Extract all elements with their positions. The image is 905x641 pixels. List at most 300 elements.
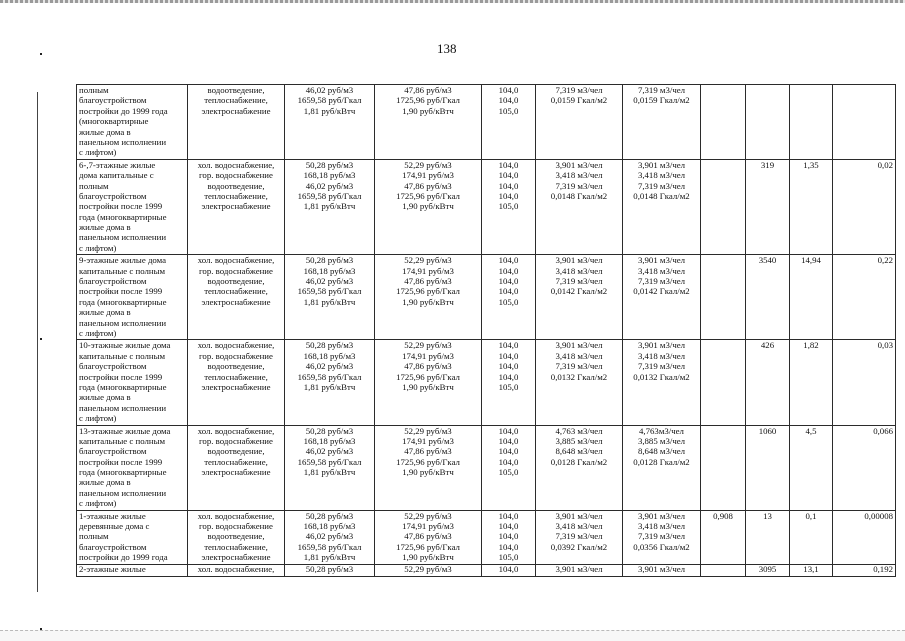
utility-services-line: электроснабжение bbox=[201, 552, 271, 563]
tariff-new-cell bbox=[375, 255, 482, 340]
consumption-norm-new-cell bbox=[623, 510, 701, 564]
utility-services-cell bbox=[188, 340, 285, 425]
consumption-norm-current-line: 3,885 м3/чел bbox=[555, 435, 603, 446]
tariff-current-line: 1659,58 руб/Гкал bbox=[297, 95, 362, 106]
utility-services-line: гор. водоснабжение bbox=[199, 170, 273, 181]
growth-index-line: 104,0 bbox=[498, 435, 519, 446]
housing-type-line: 13-этажные жилые дома bbox=[79, 425, 171, 436]
utility-services-line: электроснабжение bbox=[201, 467, 271, 478]
tariff-new-cell bbox=[375, 425, 482, 510]
consumption-norm-new-line: 3,901 м3/чел bbox=[637, 340, 686, 351]
consumption-norm-new-cell bbox=[623, 340, 701, 425]
utility-services-cell bbox=[188, 85, 285, 160]
tariff-new-line: 47,86 руб/м3 bbox=[404, 446, 452, 457]
growth-index-cell bbox=[482, 255, 536, 340]
consumption-norm-new-line: 8,648 м3/чел bbox=[637, 446, 686, 457]
housing-type-line: с лифтом) bbox=[79, 242, 117, 253]
consumption-norm-current-line: 4,763 м3/чел bbox=[555, 425, 603, 436]
growth-index-cell bbox=[482, 340, 536, 425]
tariff-new-line: 52,29 руб/м3 bbox=[404, 255, 452, 266]
consumption-norm-new-line: 3,901 м3/чел bbox=[637, 564, 686, 574]
coefficient-cell bbox=[701, 340, 746, 425]
housing-type-line: 1-этажные жилые bbox=[79, 510, 146, 521]
consumption-norm-current-line: 0,0148 Гкал/м2 bbox=[550, 190, 608, 201]
consumption-norm-current-line: 3,901 м3/чел bbox=[555, 159, 603, 170]
tariff-new-line: 47,86 руб/м3 bbox=[404, 361, 452, 372]
housing-type-line: года (многоквартирные bbox=[79, 296, 167, 307]
tariff-current-line: 46,02 руб/м3 bbox=[305, 446, 354, 457]
page-number: 138 bbox=[437, 41, 457, 56]
scan-bottom-edge bbox=[0, 630, 905, 641]
tariff-current-line: 168,18 руб/м3 bbox=[303, 265, 356, 276]
growth-index-line: 104,0 bbox=[498, 170, 519, 181]
consumption-norm-current-cell bbox=[536, 85, 623, 160]
growth-index-line: 104,0 bbox=[498, 276, 519, 287]
consumption-norm-current-line: 7,319 м3/чел bbox=[555, 531, 603, 542]
housing-type-line: панельном исполнении bbox=[79, 317, 167, 328]
tariff-current-cell bbox=[285, 510, 375, 564]
housing-type-cell bbox=[77, 425, 188, 510]
growth-index-line: 105,0 bbox=[498, 296, 519, 307]
housing-type-line: с лифтом) bbox=[79, 413, 117, 424]
tariff-current-line: 1659,58 руб/Гкал bbox=[297, 190, 362, 201]
growth-index-line: 105,0 bbox=[498, 201, 519, 212]
growth-index-line: 104,0 bbox=[498, 95, 519, 106]
consumption-norm-current-cell bbox=[536, 510, 623, 564]
tariff-new-line: 1725,96 руб/Гкал bbox=[396, 541, 460, 552]
population-count-cell: 319 bbox=[746, 159, 790, 255]
consumption-norm-current-line: 3,418 м3/чел bbox=[555, 521, 603, 532]
housing-type-line: капитальные с полным bbox=[79, 265, 166, 276]
table-row bbox=[77, 510, 896, 564]
tariff-new-line: 52,29 руб/м3 bbox=[404, 564, 452, 574]
tariff-new-line: 47,86 руб/м3 bbox=[404, 85, 452, 95]
tariff-table bbox=[76, 84, 896, 577]
utility-services-cell bbox=[188, 564, 285, 576]
consumption-norm-current-line: 0,0132 Гкал/м2 bbox=[550, 371, 608, 382]
tariff-new-line: 174,91 руб/м3 bbox=[402, 521, 454, 532]
tariff-current-line: 1659,58 руб/Гкал bbox=[297, 371, 362, 382]
growth-index-cell bbox=[482, 425, 536, 510]
table-row bbox=[77, 255, 896, 340]
consumption-norm-new-line: 0,0128 Гкал/м2 bbox=[633, 456, 690, 467]
utility-services-line: электроснабжение bbox=[201, 201, 271, 212]
housing-type-line: 2-этажные жилые bbox=[79, 564, 146, 574]
consumption-norm-current-line: 8,648 м3/чел bbox=[555, 446, 603, 457]
housing-type-line: панельном исполнении bbox=[79, 487, 167, 498]
housing-type-line: 6-,7-этажные жилые bbox=[79, 159, 156, 170]
growth-index-line: 104,0 bbox=[498, 190, 519, 201]
tariff-current-line: 1659,58 руб/Гкал bbox=[297, 541, 362, 552]
housing-type-line: постройки после 1999 bbox=[79, 286, 163, 297]
coefficient-cell bbox=[701, 255, 746, 340]
population-count-cell: 3095 bbox=[746, 564, 790, 576]
consumption-norm-current-cell bbox=[536, 425, 623, 510]
growth-index-line: 104,0 bbox=[498, 521, 519, 532]
coefficient-cell bbox=[701, 159, 746, 255]
left-margin-line bbox=[37, 92, 38, 592]
housing-type-line: постройки после 1999 bbox=[79, 456, 163, 467]
housing-type-line: капитальные с полным bbox=[79, 350, 166, 361]
housing-type-line: с лифтом) bbox=[79, 498, 117, 509]
housing-type-line: постройки после 1999 bbox=[79, 371, 163, 382]
tariff-new-line: 52,29 руб/м3 bbox=[404, 340, 452, 351]
housing-type-line: года (многоквартирные bbox=[79, 211, 167, 222]
housing-type-line: благоустройством bbox=[79, 276, 147, 287]
consumption-norm-new-cell bbox=[623, 425, 701, 510]
consumption-norm-new-line: 3,418 м3/чел bbox=[637, 170, 686, 181]
table-row bbox=[77, 85, 896, 160]
housing-type-line: жилые дома в bbox=[79, 477, 131, 488]
housing-type-line: постройки до 1999 года bbox=[79, 552, 168, 563]
tariff-current-line: 1659,58 руб/Гкал bbox=[297, 286, 362, 297]
growth-index-line: 104,0 bbox=[498, 564, 519, 574]
utility-services-line: хол. водоснабжение, bbox=[197, 564, 275, 574]
utility-services-line: хол. водоснабжение, bbox=[197, 510, 275, 521]
tariff-current-line: 46,02 руб/м3 bbox=[305, 276, 354, 287]
population-count-cell: 13 bbox=[746, 510, 790, 564]
tariff-current-cell bbox=[285, 564, 375, 576]
growth-index-cell bbox=[482, 510, 536, 564]
utility-services-line: водоотведение, bbox=[207, 361, 265, 372]
growth-index-line: 105,0 bbox=[498, 467, 519, 478]
growth-index-line: 104,0 bbox=[498, 531, 519, 542]
scan-speck bbox=[40, 338, 42, 340]
consumption-norm-new-line: 0,0132 Гкал/м2 bbox=[633, 371, 690, 382]
growth-index-cell bbox=[482, 564, 536, 576]
tariff-new-line: 1725,96 руб/Гкал bbox=[396, 190, 460, 201]
utility-services-line: гор. водоснабжение bbox=[199, 350, 273, 361]
housing-type-cell bbox=[77, 159, 188, 255]
tariff-current-line: 1,81 руб/кВтч bbox=[303, 552, 356, 563]
growth-index-line: 104,0 bbox=[498, 510, 519, 521]
utility-services-line: теплоснабжение, bbox=[204, 371, 268, 382]
tariff-current-line: 50,28 руб/м3 bbox=[305, 159, 354, 170]
consumption-norm-current-cell bbox=[536, 255, 623, 340]
consumption-norm-current-line: 3,901 м3/чел bbox=[555, 510, 603, 521]
consumption-norm-new-line: 4,763м3/чел bbox=[639, 425, 684, 436]
tariff-current-line: 46,02 руб/м3 bbox=[305, 85, 354, 95]
tariff-new-line: 174,91 руб/м3 bbox=[402, 350, 454, 361]
consumption-norm-new-line: 7,319 м3/чел bbox=[637, 531, 686, 542]
scan-top-edge bbox=[0, 0, 905, 3]
area-cell: 4,5 bbox=[790, 425, 833, 510]
tariff-new-cell bbox=[375, 159, 482, 255]
housing-type-line: благоустройством bbox=[79, 541, 147, 552]
tariff-new-line: 174,91 руб/м3 bbox=[402, 170, 454, 181]
tariff-new-line: 1725,96 руб/Гкал bbox=[396, 95, 460, 106]
table-row bbox=[77, 159, 896, 255]
tariff-new-line: 1725,96 руб/Гкал bbox=[396, 456, 460, 467]
consumption-norm-new-line: 7,319 м3/чел bbox=[637, 361, 686, 372]
housing-type-line: с лифтом) bbox=[79, 327, 117, 338]
growth-index-line: 104,0 bbox=[498, 361, 519, 372]
tariff-current-line: 1659,58 руб/Гкал bbox=[297, 456, 362, 467]
utility-services-line: гор. водоснабжение bbox=[199, 435, 273, 446]
consumption-norm-current-line: 7,319 м3/чел bbox=[555, 361, 603, 372]
consumption-norm-new-line: 3,885 м3/чел bbox=[637, 435, 686, 446]
tariff-new-cell bbox=[375, 510, 482, 564]
table-body bbox=[77, 85, 896, 577]
utility-services-line: водоотведение, bbox=[207, 531, 265, 542]
scan-speck bbox=[40, 53, 42, 55]
tariff-current-cell bbox=[285, 85, 375, 160]
consumption-norm-current-cell bbox=[536, 340, 623, 425]
tariff-current-line: 50,28 руб/м3 bbox=[305, 564, 354, 574]
utility-services-line: гор. водоснабжение bbox=[199, 265, 273, 276]
growth-index-line: 104,0 bbox=[498, 541, 519, 552]
tariff-new-line: 1,90 руб/кВтч bbox=[402, 552, 454, 563]
share-cell: 0,00008 bbox=[833, 510, 896, 564]
tariff-new-line: 47,86 руб/м3 bbox=[404, 276, 452, 287]
coefficient-cell bbox=[701, 425, 746, 510]
housing-type-line: благоустройством bbox=[79, 361, 147, 372]
utility-services-line: хол. водоснабжение, bbox=[197, 340, 275, 351]
tariff-new-line: 1,90 руб/кВтч bbox=[402, 467, 454, 478]
tariff-new-line: 1,90 руб/кВтч bbox=[402, 201, 454, 212]
utility-services-line: водоотведение, bbox=[207, 85, 265, 95]
tariff-current-line: 50,28 руб/м3 bbox=[305, 255, 354, 266]
housing-type-line: года (многоквартирные bbox=[79, 467, 167, 478]
population-count-cell: 1060 bbox=[746, 425, 790, 510]
housing-type-line: жилые дома в bbox=[79, 307, 131, 318]
share-cell: 0,066 bbox=[833, 425, 896, 510]
growth-index-line: 105,0 bbox=[498, 552, 519, 563]
growth-index-line: 104,0 bbox=[498, 350, 519, 361]
consumption-norm-new-line: 0,0142 Гкал/м2 bbox=[633, 286, 690, 297]
growth-index-line: 104,0 bbox=[498, 265, 519, 276]
growth-index-line: 104,0 bbox=[498, 159, 519, 170]
consumption-norm-current-line: 3,901 м3/чел bbox=[555, 340, 603, 351]
area-cell: 14,94 bbox=[790, 255, 833, 340]
tariff-current-line: 1,81 руб/кВтч bbox=[303, 467, 356, 478]
housing-type-cell bbox=[77, 564, 188, 576]
housing-type-cell bbox=[77, 85, 188, 160]
consumption-norm-new-line: 0,0148 Гкал/м2 bbox=[633, 190, 690, 201]
share-cell bbox=[833, 85, 896, 160]
tariff-new-line: 1,90 руб/кВтч bbox=[402, 105, 454, 116]
area-cell bbox=[790, 85, 833, 160]
growth-index-cell bbox=[482, 85, 536, 160]
consumption-norm-current-line: 0,0159 Гкал/м2 bbox=[550, 95, 608, 106]
housing-type-line: полным bbox=[79, 85, 109, 95]
tariff-new-line: 1,90 руб/кВтч bbox=[402, 381, 454, 392]
housing-type-line: полным bbox=[79, 531, 109, 542]
consumption-norm-new-cell bbox=[623, 159, 701, 255]
tariff-new-line: 52,29 руб/м3 bbox=[404, 159, 452, 170]
table-row bbox=[77, 425, 896, 510]
housing-type-line: постройки до 1999 года bbox=[79, 105, 168, 116]
tariff-current-line: 168,18 руб/м3 bbox=[303, 435, 356, 446]
coefficient-cell: 0,908 bbox=[701, 510, 746, 564]
consumption-norm-current-cell bbox=[536, 159, 623, 255]
tariff-current-line: 1,81 руб/кВтч bbox=[303, 381, 356, 392]
consumption-norm-current-line: 7,319 м3/чел bbox=[555, 180, 603, 191]
tariff-current-line: 1,81 руб/кВтч bbox=[303, 105, 356, 116]
share-cell: 0,03 bbox=[833, 340, 896, 425]
tariff-current-cell bbox=[285, 340, 375, 425]
consumption-norm-new-line: 3,901 м3/чел bbox=[637, 159, 686, 170]
consumption-norm-current-line: 3,418 м3/чел bbox=[555, 170, 603, 181]
consumption-norm-new-cell bbox=[623, 255, 701, 340]
housing-type-cell bbox=[77, 510, 188, 564]
utility-services-cell bbox=[188, 510, 285, 564]
tariff-current-line: 46,02 руб/м3 bbox=[305, 361, 354, 372]
consumption-norm-current-line: 0,0128 Гкал/м2 bbox=[550, 456, 608, 467]
tariff-new-line: 47,86 руб/м3 bbox=[404, 531, 452, 542]
consumption-norm-new-line: 3,901 м3/чел bbox=[637, 255, 686, 266]
consumption-norm-new-line: 7,319 м3/чел bbox=[637, 85, 686, 95]
tariff-current-line: 168,18 руб/м3 bbox=[303, 521, 356, 532]
tariff-current-line: 46,02 руб/м3 bbox=[305, 531, 354, 542]
tariff-current-line: 1,81 руб/кВтч bbox=[303, 201, 356, 212]
tariff-current-line: 168,18 руб/м3 bbox=[303, 170, 356, 181]
consumption-norm-new-line: 0,0356 Гкал/м2 bbox=[633, 541, 690, 552]
housing-type-line: панельном исполнении bbox=[79, 232, 167, 243]
tariff-new-line: 52,29 руб/м3 bbox=[404, 510, 452, 521]
housing-type-line: жилые дома в bbox=[79, 126, 131, 137]
housing-type-line: полным bbox=[79, 180, 109, 191]
growth-index-line: 104,0 bbox=[498, 255, 519, 266]
consumption-norm-current-cell bbox=[536, 564, 623, 576]
tariff-current-cell bbox=[285, 159, 375, 255]
housing-type-line: благоустройством bbox=[79, 95, 147, 106]
consumption-norm-new-line: 3,418 м3/чел bbox=[637, 350, 686, 361]
consumption-norm-new-line: 7,319 м3/чел bbox=[637, 180, 686, 191]
tariff-current-line: 1,81 руб/кВтч bbox=[303, 296, 356, 307]
housing-type-line: 9-этажные жилые дома bbox=[79, 255, 167, 266]
utility-services-line: хол. водоснабжение, bbox=[197, 159, 275, 170]
growth-index-line: 104,0 bbox=[498, 456, 519, 467]
consumption-norm-new-line: 3,901 м3/чел bbox=[637, 510, 686, 521]
housing-type-line: 10-этажные жилые дома bbox=[79, 340, 171, 351]
tariff-new-line: 1725,96 руб/Гкал bbox=[396, 371, 460, 382]
housing-type-line: благоустройством bbox=[79, 190, 147, 201]
consumption-norm-current-line: 7,319 м3/чел bbox=[555, 85, 603, 95]
growth-index-line: 104,0 bbox=[498, 425, 519, 436]
utility-services-line: хол. водоснабжение, bbox=[197, 255, 275, 266]
consumption-norm-new-line: 3,418 м3/чел bbox=[637, 521, 686, 532]
housing-type-line: года (многоквартирные bbox=[79, 381, 167, 392]
utility-services-line: теплоснабжение, bbox=[204, 541, 268, 552]
housing-type-line: панельном исполнении bbox=[79, 402, 167, 413]
tariff-new-cell bbox=[375, 340, 482, 425]
utility-services-line: теплоснабжение, bbox=[204, 286, 268, 297]
housing-type-line: с лифтом) bbox=[79, 147, 117, 158]
share-cell: 0,192 bbox=[833, 564, 896, 576]
table-row bbox=[77, 340, 896, 425]
utility-services-line: теплоснабжение, bbox=[204, 456, 268, 467]
tariff-current-line: 50,28 руб/м3 bbox=[305, 510, 354, 521]
growth-index-line: 105,0 bbox=[498, 105, 519, 116]
tariff-new-line: 1725,96 руб/Гкал bbox=[396, 286, 460, 297]
utility-services-cell bbox=[188, 159, 285, 255]
growth-index-line: 105,0 bbox=[498, 381, 519, 392]
consumption-norm-new-line: 3,418 м3/чел bbox=[637, 265, 686, 276]
consumption-norm-new-line: 0,0159 Гкал/м2 bbox=[633, 95, 690, 106]
housing-type-line: панельном исполнении bbox=[79, 136, 167, 147]
area-cell: 1,35 bbox=[790, 159, 833, 255]
tariff-new-line: 174,91 руб/м3 bbox=[402, 435, 454, 446]
housing-type-line: жилые дома в bbox=[79, 222, 131, 233]
share-cell: 0,22 bbox=[833, 255, 896, 340]
area-cell: 13,1 bbox=[790, 564, 833, 576]
utility-services-line: электроснабжение bbox=[201, 296, 271, 307]
growth-index-cell bbox=[482, 159, 536, 255]
tariff-current-line: 50,28 руб/м3 bbox=[305, 425, 354, 436]
utility-services-line: теплоснабжение, bbox=[204, 190, 268, 201]
area-cell: 1,82 bbox=[790, 340, 833, 425]
utility-services-line: теплоснабжение, bbox=[204, 95, 268, 106]
housing-type-line: дома капитальные с bbox=[79, 170, 154, 181]
utility-services-line: гор. водоснабжение bbox=[199, 521, 273, 532]
growth-index-line: 104,0 bbox=[498, 371, 519, 382]
population-count-cell: 426 bbox=[746, 340, 790, 425]
growth-index-line: 104,0 bbox=[498, 85, 519, 95]
tariff-current-line: 50,28 руб/м3 bbox=[305, 340, 354, 351]
consumption-norm-current-line: 3,901 м3/чел bbox=[555, 564, 603, 574]
consumption-norm-current-line: 3,901 м3/чел bbox=[555, 255, 603, 266]
table-row bbox=[77, 564, 896, 576]
consumption-norm-new-cell bbox=[623, 85, 701, 160]
growth-index-line: 104,0 bbox=[498, 340, 519, 351]
housing-type-line: постройки после 1999 bbox=[79, 201, 163, 212]
utility-services-line: электроснабжение bbox=[201, 105, 271, 116]
utility-services-cell bbox=[188, 425, 285, 510]
tariff-current-line: 46,02 руб/м3 bbox=[305, 180, 354, 191]
tariff-current-cell bbox=[285, 425, 375, 510]
housing-type-line: капитальные с полным bbox=[79, 435, 166, 446]
utility-services-line: водоотведение, bbox=[207, 446, 265, 457]
housing-type-line: жилые дома в bbox=[79, 392, 131, 403]
consumption-norm-current-line: 0,0392 Гкал/м2 bbox=[550, 541, 608, 552]
utility-services-cell bbox=[188, 255, 285, 340]
area-cell: 0,1 bbox=[790, 510, 833, 564]
utility-services-line: водоотведение, bbox=[207, 180, 265, 191]
consumption-norm-new-line: 7,319 м3/чел bbox=[637, 276, 686, 287]
housing-type-cell bbox=[77, 340, 188, 425]
growth-index-line: 104,0 bbox=[498, 180, 519, 191]
growth-index-line: 104,0 bbox=[498, 286, 519, 297]
coefficient-cell bbox=[701, 85, 746, 160]
housing-type-cell bbox=[77, 255, 188, 340]
consumption-norm-new-cell bbox=[623, 564, 701, 576]
tariff-new-line: 174,91 руб/м3 bbox=[402, 265, 454, 276]
tariff-new-line: 47,86 руб/м3 bbox=[404, 180, 452, 191]
population-count-cell: 3540 bbox=[746, 255, 790, 340]
tariff-new-line: 1,90 руб/кВтч bbox=[402, 296, 454, 307]
utility-services-line: хол. водоснабжение, bbox=[197, 425, 275, 436]
growth-index-line: 104,0 bbox=[498, 446, 519, 457]
utility-services-line: электроснабжение bbox=[201, 381, 271, 392]
housing-type-line: благоустройством bbox=[79, 446, 147, 457]
utility-services-line: водоотведение, bbox=[207, 276, 265, 287]
housing-type-line: (многоквартирные bbox=[79, 116, 149, 127]
consumption-norm-current-line: 3,418 м3/чел bbox=[555, 350, 603, 361]
consumption-norm-current-line: 3,418 м3/чел bbox=[555, 265, 603, 276]
share-cell: 0,02 bbox=[833, 159, 896, 255]
tariff-new-cell bbox=[375, 85, 482, 160]
tariff-current-line: 168,18 руб/м3 bbox=[303, 350, 356, 361]
tariff-current-cell bbox=[285, 255, 375, 340]
consumption-norm-current-line: 0,0142 Гкал/м2 bbox=[550, 286, 608, 297]
consumption-norm-current-line: 7,319 м3/чел bbox=[555, 276, 603, 287]
tariff-new-line: 52,29 руб/м3 bbox=[404, 425, 452, 436]
housing-type-line: деревянные дома с bbox=[79, 521, 150, 532]
coefficient-cell bbox=[701, 564, 746, 576]
population-count-cell bbox=[746, 85, 790, 160]
tariff-new-cell bbox=[375, 564, 482, 576]
